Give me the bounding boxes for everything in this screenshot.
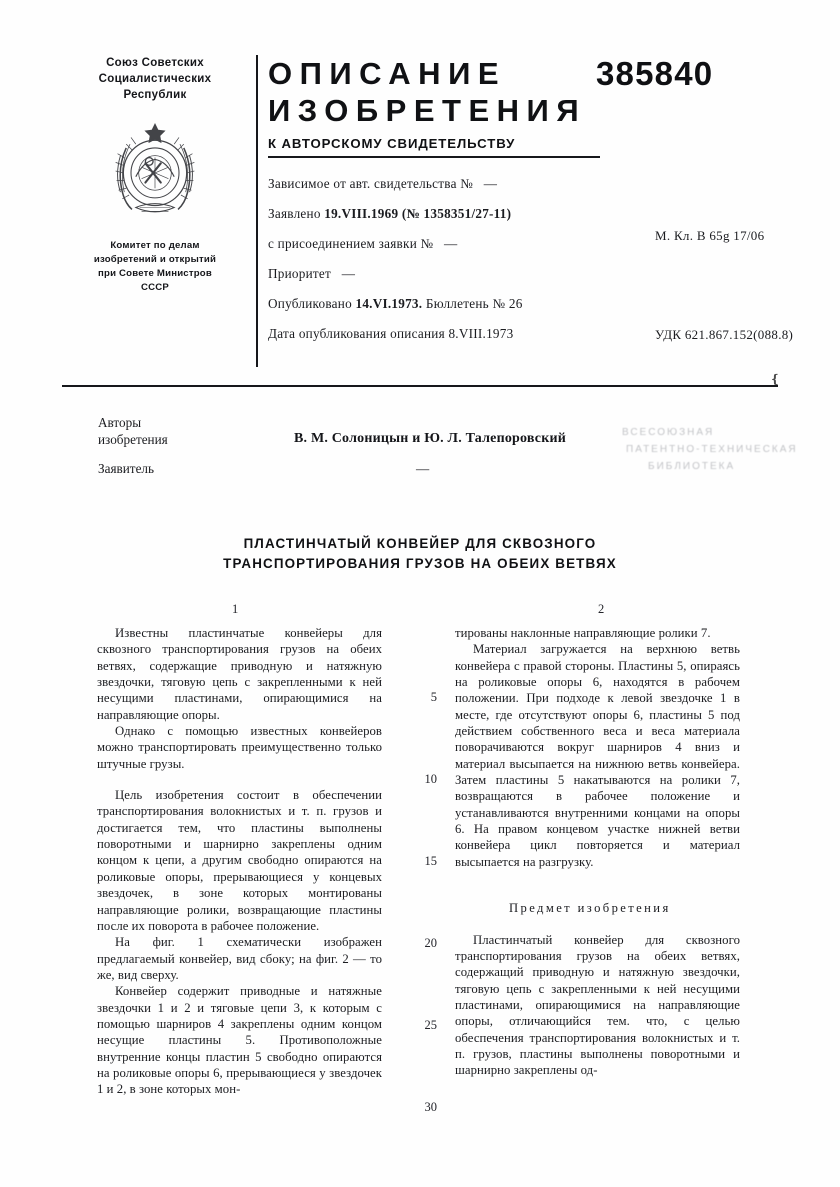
biblio-dependent	[268, 175, 648, 205]
claim-1: Пластинчатый конвейер для сквозного транспортирования грузов на обеих ветвях, содержащий приводную и натяжную звездочки, тяговую цепь с закрепленными к ней несущими пластинами, опирающимися на направляющие опоры, отличающийся тем. что, с целью обеспечения транспортирования волокнистых и т. п. грузов, пластины выполнены поворотными и шарнирно закреплены од-	[455, 932, 740, 1078]
ussr-line-3: Республик	[123, 89, 187, 101]
applicant-value: —	[416, 461, 430, 476]
header-divider-rule	[62, 385, 778, 387]
biblio-joined	[268, 235, 648, 265]
masthead-left-block	[60, 55, 250, 295]
paragraph-goal: Цель изобретения состоит в обеспечении транспортирования волокнистых и т. п. грузов и достигается тем, что пластины выполнены поворотными и шарнирно закреплены одним концом к цепи, а другим свободно опираются на роликовые опоры, прерывающиеся у концевых звездочек, в зоне которых монтированы направляющие ролики, возвращающие пластины после их поворота в рабочее положение.	[97, 788, 382, 933]
biblio-published	[268, 295, 648, 325]
sub-title: К АВТОРСКОМУ СВИДЕТЕЛЬСТВУ	[268, 136, 516, 151]
applicant-label: Заявитель	[98, 461, 155, 476]
paragraph-figures: На фиг. 1 схематически изображен предлагаемый конвейер, вид сбоку; на фиг. 2 — то же, вид сверху.	[97, 935, 382, 982]
biblio-block	[268, 175, 648, 355]
main-title-izobreteniya: ИЗОБРЕТЕНИЯ	[268, 93, 587, 128]
biblio-filed-date: 19.VIII.1969	[324, 206, 399, 221]
biblio-dependent-label: Зависимое от авт. свидетельства №	[268, 176, 474, 191]
biblio-filed	[268, 205, 648, 235]
biblio-dependent-value: —	[483, 176, 498, 191]
biblio-filed-label: Заявлено	[268, 206, 321, 221]
classification-udk: УДК 621.867.152(088.8)	[655, 327, 794, 342]
column-number-right: 2	[598, 602, 605, 616]
page-title-line-1: ПЛАСТИНЧАТЫЙ КОНВЕЙЕР ДЛЯ СКВОЗНОГО	[243, 536, 597, 551]
paragraph-however: Однако с помощью известных конвейеров можно транспортировать преимущественно только штучные грузы.	[97, 724, 382, 771]
claims-heading: Предмет изобретения	[509, 901, 671, 916]
ussr-coat-of-arms-icon	[107, 119, 203, 223]
library-stamp-line-1: ВСЕСОЮЗНАЯ	[622, 427, 715, 438]
biblio-description-pub-label: Дата опубликования описания	[268, 326, 445, 341]
patent-number: 385840	[596, 55, 714, 92]
biblio-priority	[268, 265, 648, 295]
authors-names: В. М. Солоницын и Ю. Л. Талепоровский	[294, 431, 567, 446]
body-column-left	[97, 625, 382, 1098]
biblio-priority-value: —	[341, 266, 356, 281]
authors-label-line1: Авторы	[98, 415, 142, 430]
ussr-line-2: Социалистических	[98, 73, 212, 85]
emblem-wrap	[60, 119, 250, 223]
classification-mk: М. Кл. B 65g 17/06	[655, 228, 765, 243]
line-number-20: 20	[424, 936, 437, 950]
page-title-line-2: ТРАНСПОРТИРОВАНИЯ ГРУЗОВ НА ОБЕИХ ВЕТВЯХ	[223, 555, 617, 571]
biblio-description-pub-date: 8.VIII.1973	[448, 326, 514, 341]
ussr-line-1: Союз Советских	[106, 57, 204, 69]
biblio-joined-value: —	[444, 236, 458, 251]
line-number-25: 25	[424, 1018, 437, 1032]
line-number-10: 10	[424, 772, 437, 786]
page-title	[120, 534, 720, 573]
paragraph-operation: Материал загружается на верхнюю ветвь конвейера с правой стороны. Пластины 5, опираясь на роликовые опоры 6, находятся в рабочем положении. При подходе к левой звездочке 1 в месте, где отсутствуют опоры 6, пластины 5 под действием собственного веса и веса материала поворачиваются вокруг шарниров 4 вниз и материал высыпается на нижнюю ветвь конвейера. Затем пластины 5 накатываются на ролики 7, возвращаются в рабочее положение и устанавливаются внутренними концами на опоры 6. На правом концевом участке нижней ветви конвейера цикл повторяется и материал высыпается на разгрузку.	[455, 642, 740, 869]
biblio-joined-label: с присоединением заявки №	[268, 236, 434, 251]
committee-line-3: при Совете Министров	[98, 268, 212, 279]
biblio-bulletin: Бюллетень № 26	[425, 296, 523, 311]
biblio-published-label: Опубликовано	[268, 296, 352, 311]
body-column-right	[455, 625, 740, 1079]
biblio-filed-appnum: (№ 1358351/27-11)	[401, 206, 512, 221]
line-number-30: 30	[424, 1100, 437, 1114]
biblio-published-date: 14.VI.1973.	[355, 296, 423, 311]
sub-title-rule	[268, 156, 600, 158]
committee-line-2: изобретений и открытий	[93, 254, 217, 265]
biblio-description-pub	[268, 325, 648, 355]
masthead	[60, 55, 794, 375]
paragraph-known-conveyors: Известны пластинчатые конвейеры для сквозного транспортирования грузов на обеих ветвях, содержащие приводную и натяжную звездочки, тяговую цепь с закрепленными к ней несущими пластинами, опирающимися на направляющие опоры.	[97, 626, 382, 722]
paragraph-rollers-cont: тированы наклонные направляющие ролики 7.	[455, 626, 711, 640]
authors-label-line2: изобретения	[98, 431, 168, 447]
committee-block	[60, 239, 250, 295]
library-stamp-line-3: БИБЛИОТЕКА	[648, 461, 736, 472]
committee-line-1: Комитет по делам	[110, 240, 200, 251]
authors-label-block	[98, 415, 168, 448]
biblio-priority-label: Приоритет	[268, 266, 332, 281]
line-number-5: 5	[430, 690, 437, 704]
main-title-opisanie: ОПИСАНИЕ	[268, 56, 507, 91]
library-stamp-line-2: ПАТЕНТНО-ТЕХНИЧЕСКАЯ	[626, 444, 798, 455]
masthead-vertical-rule	[256, 55, 258, 367]
library-stamp	[622, 424, 822, 482]
line-number-15: 15	[424, 854, 437, 868]
page-corner-mark: ❴	[770, 372, 781, 386]
column-number-left: 1	[232, 602, 239, 616]
committee-line-4: СССР	[141, 282, 169, 293]
masthead-main-block	[268, 55, 648, 355]
paragraph-construction: Конвейер содержит приводные и натяжные звездочки 1 и 2 и тяговые цепи 3, к которым с помощью шарниров 4 закреплены одним концом несущие пластины 5. Противоположные внутренние концы пластин 5 свободно опираются на роликовые опоры 6, прерывающиеся у звездочек 1 и 2, в зоне которых мон-	[97, 984, 382, 1097]
